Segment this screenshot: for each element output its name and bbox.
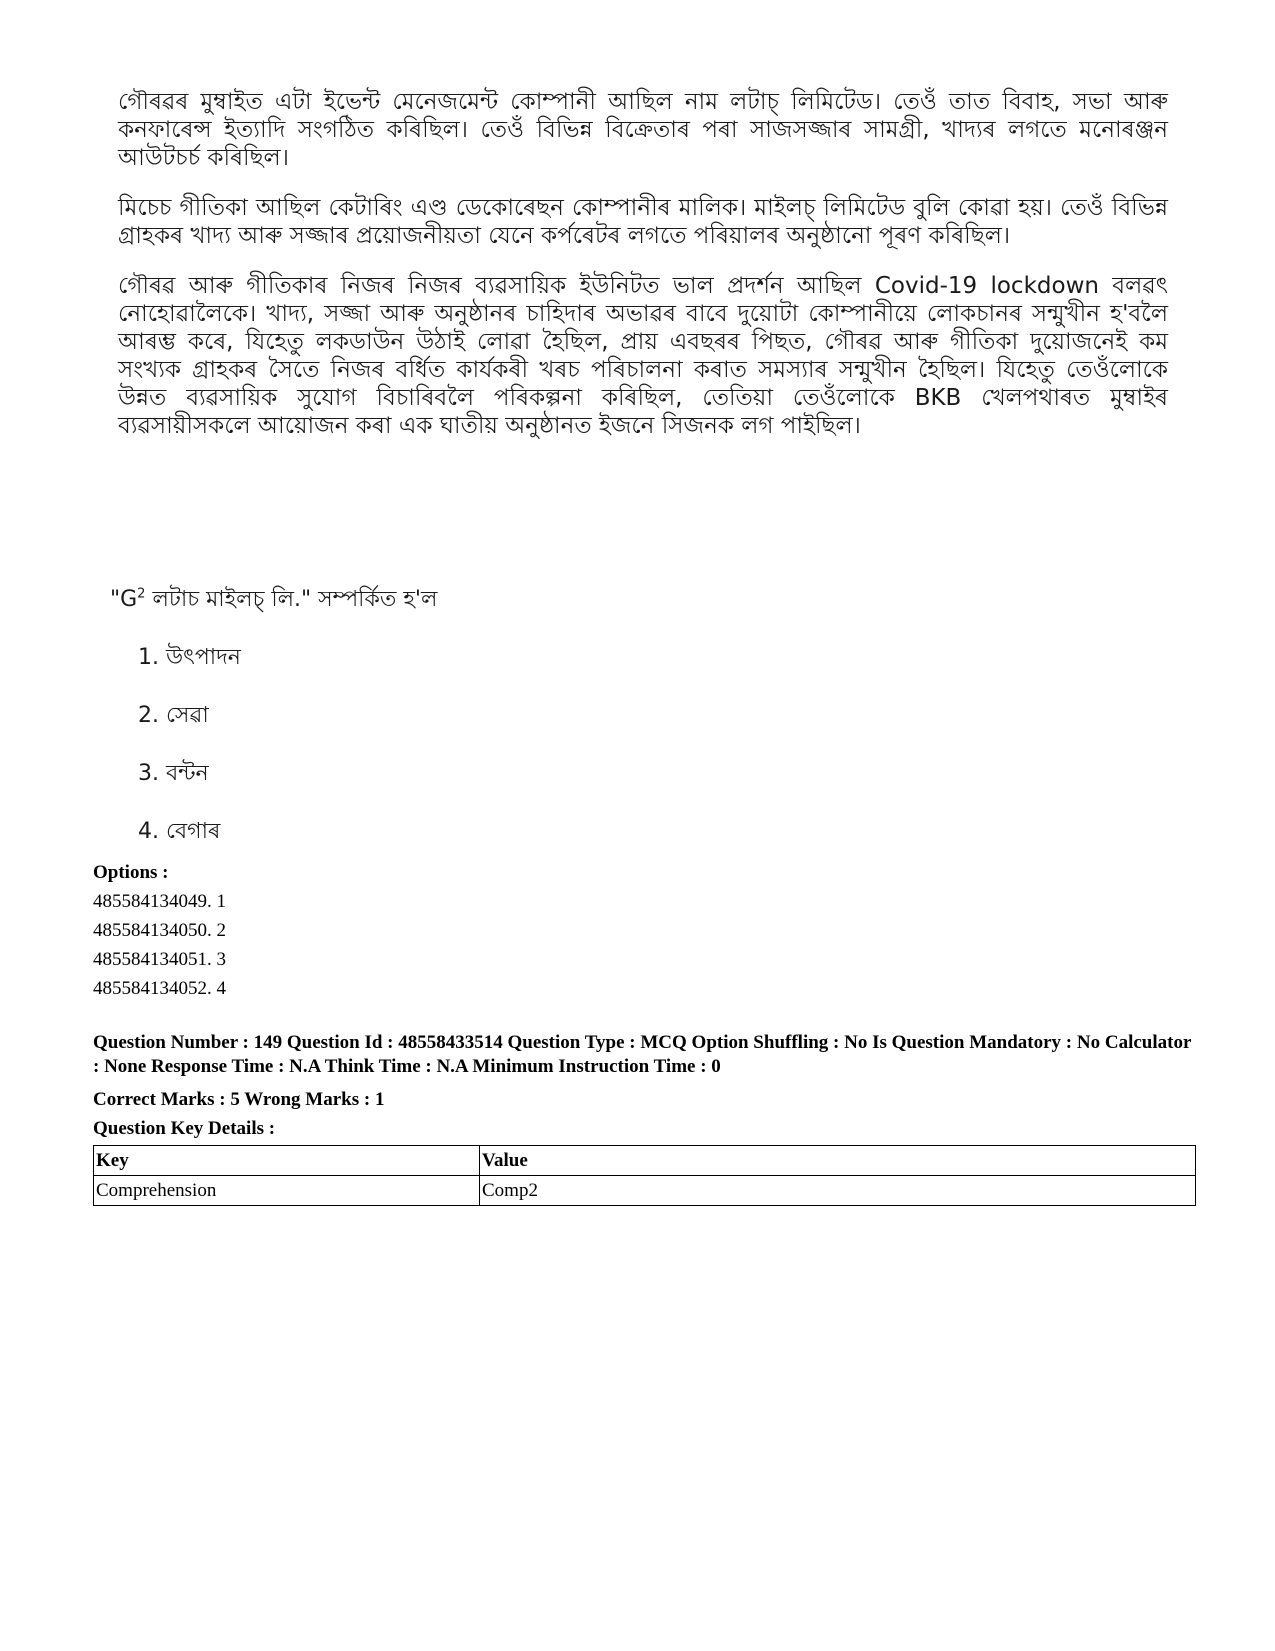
passage-paragraph: গৌৰৱ আৰু গীতিকাৰ নিজৰ নিজৰ ব্যৱসায়িক ইউনিটত ভাল প্ৰদৰ্শন আছিল Covid-19 lockdown বলৱৎ নোহোৱালৈকে। খাদ্য, সজ্জা আৰু অনুষ্ঠানৰ চাহিদাৰ অভাৱৰ বাবে দুয়োটা কোম্পানীয়ে লোকচানৰ সন্মুখীন হ'বলৈ আৰম্ভ কৰে, যিহেতু লকডাউন উঠাই লোৱা হৈছিল, প্ৰায় এবছৰৰ পিছত, গৌৰৱ আৰু গীতিকা দুয়োজনেই কম সংখ্যক গ্ৰাহকৰ সৈতে নিজৰ বৰ্ধিত কাৰ্যকৰী খৰচ পৰিচালনা কৰাত সমস্যাৰ সন্মুখীন হৈছিল। যিহেতু তেওঁলোকে উন্নত ব্যৱসায়িক সুযোগ বিচাৰিবলৈ পৰিকল্পনা কৰিছিল, তেতিয়া তেওঁলোকে BKB খেলপথাৰত মুম্বাইৰ ব্যৱসায়ীসকলে আয়োজন কৰা এক ঘাতীয় অনুষ্ঠানত ইজনে সিজনক লগ পাইছিল। (118, 273, 1168, 439)
table-cell: Comp2 (480, 1176, 1196, 1206)
options-label: Options : (93, 862, 169, 883)
option-row: 485584134051. 3 (93, 949, 226, 970)
option-row: 485584134050. 2 (93, 920, 226, 941)
table-header-row (94, 1146, 1196, 1176)
question-metadata (93, 858, 1193, 1206)
passage-paragraph: মিচেচ গীতিকা আছিল কেটাৰিং এণ্ড ডেকোৰেছন কোম্পানীৰ মালিক। মাইলচ্ লিমিটেড বুলি কোৱা হয়। তেওঁ বিভিন্ন গ্ৰাহকৰ খাদ্য আৰু সজ্জাৰ প্ৰয়োজনীয়তা যেনে কৰ্পৰেটৰ লগতে পৰিয়ালৰ অনুষ্ঠানো পূৰণ কৰিছিল। (118, 195, 1168, 249)
table-cell: Comprehension (94, 1176, 480, 1206)
key-details-label: Question Key Details : (93, 1118, 276, 1139)
comprehension-passage (118, 88, 1168, 462)
table-header-cell: Value (480, 1146, 1196, 1176)
question-info: Question Number : 149 Question Id : 48558433514 Question Type : MCQ Option Shuffling : No Is Question Mandatory : No Calculator : None Response Time : N.A Think Time : N.A Minimum Instruction Time : 0 (93, 1032, 1192, 1077)
choice-item: 4. বেগাৰ (138, 819, 221, 844)
table-row (94, 1176, 1196, 1206)
choice-item: 1. উৎপাদন (138, 645, 241, 670)
table-header-cell: Key (94, 1146, 480, 1176)
question-stem (110, 582, 437, 619)
passage-paragraph: গৌৰৱৰ মুম্বাইত এটা ইভেন্ট মেনেজমেন্ট কোম্পানী আছিল নাম লটাচ্ লিমিটেড। তেওঁ তাত বিবাহ, সভা আৰু কনফাৰেন্স ইত্যাদি সংগঠিত কৰিছিল। তেওঁ বিভিন্ন বিক্ৰেতাৰ পৰা সাজসজ্জাৰ সামগ্ৰী, খাদ্যৰ লগতে মনোৰঞ্জন আউটচৰ্চ কৰিছিল। (118, 89, 1168, 171)
choice-list (138, 640, 241, 872)
choice-item: 2. সেৱা (138, 703, 209, 728)
choice-item: 3. বন্টন (138, 761, 209, 786)
question-stem-superscript: 2 (137, 586, 146, 602)
marks-info: Correct Marks : 5 Wrong Marks : 1 (93, 1089, 385, 1110)
question-stem-text: লটাচ মাইলচ্ লি." সম্পৰ্কিত হ'ল (145, 587, 438, 612)
option-row: 485584134049. 1 (93, 891, 226, 912)
question-stem-open: "G (110, 587, 138, 612)
key-details-table (93, 1145, 1196, 1206)
option-row: 485584134052. 4 (93, 978, 226, 999)
